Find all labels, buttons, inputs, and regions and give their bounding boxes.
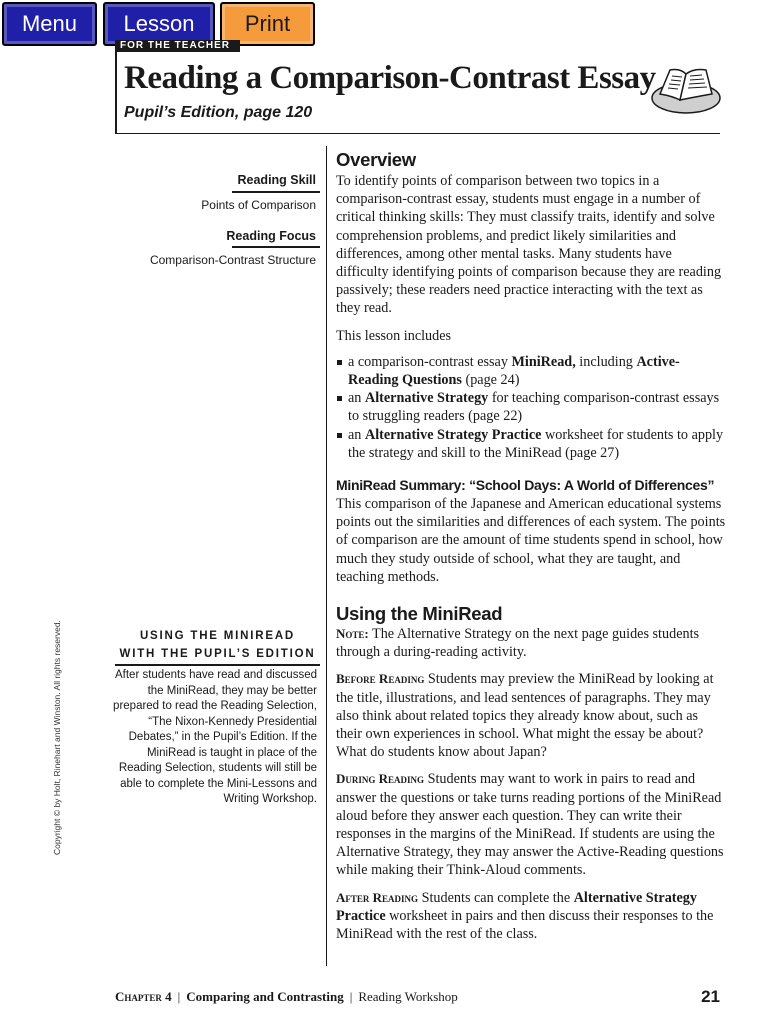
summary-paragraph: This comparison of the Japanese and American educational systems points out the similarities and differences of each system. The points of comparison are the amount of time students spend in school, how much they study outside of school, what they are taught, and teaching methods.: [336, 496, 726, 585]
sidebar-heading-line2: WITH THE PUPIL’S EDITION: [119, 648, 316, 660]
footer-topic: Comparing and Contrasting: [186, 989, 344, 1004]
summary-section: [336, 477, 726, 586]
reading-skill-value: Points of Comparison: [201, 198, 316, 212]
footer-section: Reading Workshop: [358, 989, 458, 1004]
lesson-button[interactable]: Lesson: [103, 2, 215, 46]
footer-chapter: Chapter 4: [115, 989, 172, 1004]
list-item: an Alternative Strategy Practice worksheet for students to apply the strategy and skill to the MiniRead (page 27): [336, 426, 726, 462]
copyright-notice: Copyright © by Holt, Rinehart and Winston. All rights reserved.: [52, 620, 62, 855]
open-book-icon: [650, 64, 722, 116]
includes-list: [336, 353, 726, 462]
page-subtitle: Pupil’s Edition, page 120: [124, 104, 313, 121]
during-reading-paragraph: During Reading Students may want to work in pairs to read and answer the questions or take turns reading portions of the MiniRead aloud before they answer each question. They can write their responses in the margins of the MiniRead. If students are using the Alternative Strategy, they may answer the Active-Reading questions while making their Think-Aloud comments.: [336, 771, 724, 879]
column-divider: [326, 146, 327, 966]
print-button[interactable]: Print: [220, 2, 315, 46]
reading-skill-heading: Reading Skill: [237, 173, 316, 187]
overview-heading: Overview: [336, 149, 416, 170]
footer-separator: |: [349, 989, 353, 1004]
page-footer: [115, 987, 720, 1007]
using-miniread-heading: Using the MiniRead: [336, 603, 503, 624]
header-vertical-rule: [115, 42, 117, 134]
using-miniread-section: [336, 603, 726, 943]
list-item: an Alternative Strategy for teaching comparison-contrast essays to struggling readers (page 22): [336, 389, 726, 425]
sidebar-heading-rule: [115, 664, 320, 666]
reading-focus-rule: [232, 246, 320, 248]
reading-focus-heading: Reading Focus: [226, 229, 316, 243]
header-rule: [115, 133, 720, 134]
lesson-includes: This lesson includes: [336, 327, 452, 344]
after-reading-paragraph: After Reading Students can complete the Alternative Strategy Practice worksheet in pairs and then discuss their responses to the MiniRead with the rest of the class.: [336, 889, 714, 943]
sidebar-heading-line1: USING THE MINIREAD: [139, 630, 296, 642]
footer-separator: |: [177, 989, 181, 1004]
summary-heading: MiniRead Summary: “School Days: A World of Differences”: [336, 477, 715, 493]
overview-section: [336, 149, 726, 462]
reading-focus-value: Comparison-Contrast Structure: [149, 253, 316, 267]
overview-paragraph: To identify points of comparison between two topics in a comparison-contrast essay, students must engage in a number of critical thinking skills: They must classify traits, identify and solve comprehension problems, and predict likely similarities and differences, among other mental tasks. Many students have difficulty identifying points of comparison because they are reading passively; these readers need practice interacting with the text as they read.: [336, 173, 722, 317]
sidebar-paragraph: After students have read and discussed the MiniRead, they may be better prepared to read the Reading Selection, “The Nixon-Kennedy Presidential Debates,” in the Pupil’s Edition. If the MiniRead is taught in place of the Reading Selection, students will still be able to complete the Mini-Lessons and Writing Workshop.: [113, 669, 317, 805]
menu-button[interactable]: Menu: [2, 2, 97, 46]
before-reading-paragraph: Before Reading Students may preview the MiniRead by looking at the title, illustrations, and lead sentences of paragraphs. They may also think about related topics they already know about, such as their own experiences in school. What might the essay be about? What do students know about Japan?: [336, 671, 714, 761]
page-number: 21: [701, 987, 720, 1006]
using-miniread-sidebar-heading: [115, 627, 320, 663]
list-item: a comparison-contrast essay MiniRead, including Active-Reading Questions (page 24): [336, 353, 726, 389]
reading-skill-rule: [232, 191, 320, 193]
page-title: Reading a Comparison-Contrast Essay: [124, 60, 656, 96]
for-teacher-label: FOR THE TEACHER: [120, 40, 230, 51]
note-paragraph: Note: The Alternative Strategy on the next page guides students through a during-reading activity.: [336, 626, 700, 661]
